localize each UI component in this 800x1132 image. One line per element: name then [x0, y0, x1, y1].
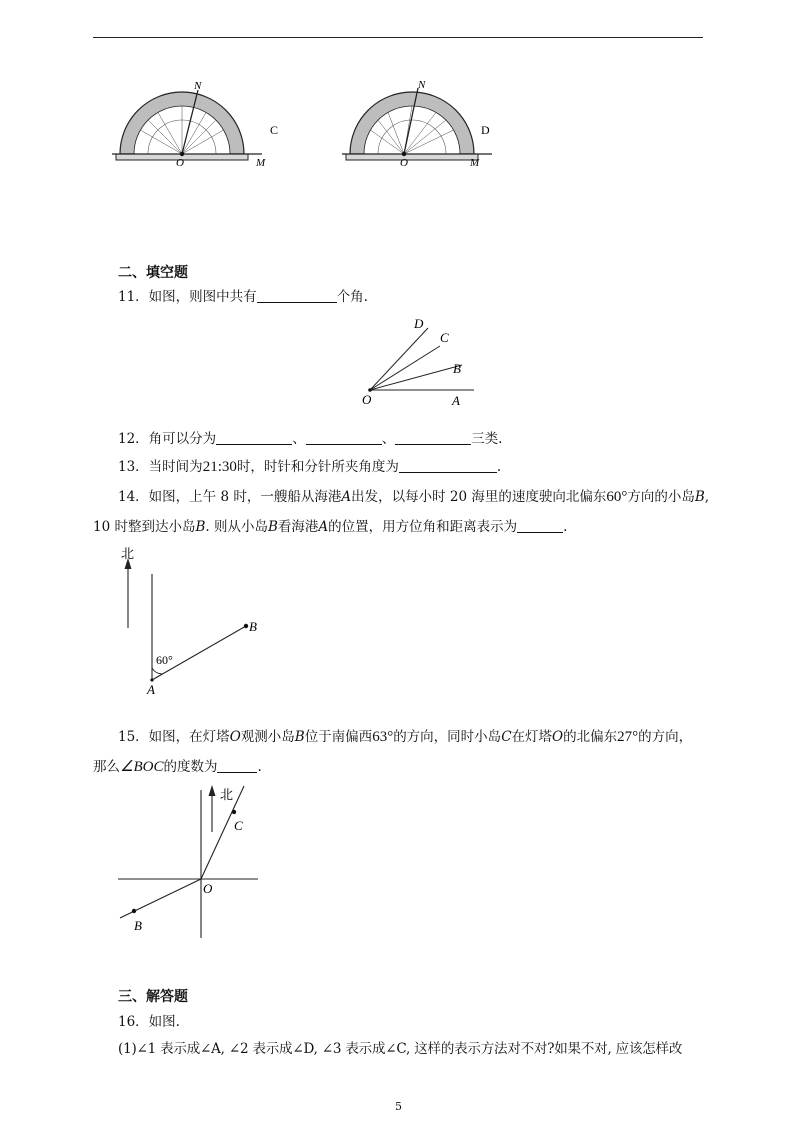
- q15-text-1a: 15．如图，在灯塔: [118, 729, 230, 745]
- q15-o-2: O: [552, 729, 564, 745]
- q13-middle: 时，时针和分针所夹角度为: [236, 459, 399, 475]
- protractor-2-n-label: N: [418, 79, 426, 91]
- protractor-2-o-label: O: [400, 157, 408, 169]
- q12-suffix: 三类.: [471, 431, 503, 447]
- protractor-1-side-label: C: [270, 123, 279, 137]
- section-title-answer: 三、解答题: [118, 989, 188, 1005]
- q12-answer-blank-3[interactable]: [395, 430, 471, 445]
- q11-prefix: 11．如图，则图中共有: [118, 289, 257, 305]
- page-number: 5: [395, 1100, 402, 1113]
- q15-c: C: [501, 729, 512, 745]
- q14-north-label: 北: [121, 546, 135, 561]
- question-14-line-2: [93, 518, 567, 536]
- question-15-line-1: [118, 728, 692, 746]
- q14-port-2: A: [318, 519, 329, 535]
- protractor-1-o-label: O: [176, 157, 184, 169]
- q13-time: 21:30: [202, 459, 237, 475]
- q14-island-2: B: [195, 519, 206, 535]
- q11-suffix: 个角.: [336, 289, 368, 305]
- protractor-1-m-label: M: [256, 157, 266, 169]
- q14-island: B: [694, 489, 705, 505]
- q15-label-c: C: [234, 818, 243, 833]
- q15-label-b: B: [134, 918, 142, 933]
- q11-label-o: O: [362, 392, 372, 407]
- q12-answer-blank-1[interactable]: [216, 430, 292, 445]
- protractor-2-side-label: D: [481, 123, 490, 137]
- q14-text-1d: ,: [704, 489, 710, 505]
- q14-text-1c: 方向的小岛: [627, 489, 695, 505]
- q13-prefix: 13．当时间为: [118, 459, 203, 475]
- q13-suffix: .: [496, 459, 502, 475]
- q14-text-2e: .: [563, 519, 568, 535]
- question-11: [118, 288, 368, 306]
- q15-angle-2: 27°: [617, 729, 639, 745]
- q13-answer-blank[interactable]: [399, 458, 497, 473]
- q15-text-1b: 观测小岛: [240, 729, 295, 745]
- q11-label-d: D: [414, 316, 424, 331]
- q15-b: B: [294, 729, 305, 745]
- q14-text-2b: . 则从小岛: [205, 519, 268, 535]
- q14-port: A: [341, 489, 352, 505]
- q15-north-label: 北: [220, 787, 234, 802]
- header-rule: [93, 37, 703, 38]
- q11-answer-blank[interactable]: [257, 288, 337, 303]
- section-title-fill-blank: 二、填空题: [118, 265, 188, 281]
- protractor-1-n-label: N: [194, 80, 202, 92]
- q15-angle-name: ∠BOC: [120, 759, 164, 775]
- q11-label-a: A: [452, 393, 460, 408]
- question-12: [118, 430, 502, 448]
- q15-figure: [112, 780, 272, 942]
- q15-text-1d: 的方向，同时小岛: [393, 729, 502, 745]
- q14-label-b: B: [249, 619, 257, 634]
- q11-label-b: B: [453, 361, 461, 376]
- q15-answer-blank[interactable]: [217, 758, 257, 773]
- q12-sep-2: 、: [381, 431, 396, 447]
- q15-text-2b: 的度数为: [163, 759, 218, 775]
- q14-text-2d: 的位置，用方位角和距离表示为: [328, 519, 518, 535]
- q14-text-1a: 14．如图，上午 8 时，一艘船从海港: [118, 489, 342, 505]
- q11-label-c: C: [440, 330, 449, 345]
- q14-text-2c: 看海港: [277, 519, 319, 535]
- q14-island-3: B: [268, 519, 278, 535]
- question-15-line-2: [93, 758, 262, 776]
- q12-sep-1: 、: [292, 431, 306, 447]
- q14-answer-blank[interactable]: [517, 518, 563, 533]
- q15-text-2a: 那么: [93, 759, 120, 775]
- protractor-2-m-label: M: [470, 157, 480, 169]
- q11-figure: [360, 314, 480, 410]
- q14-text-1b: 出发，以每小时 20 海里的速度驶向北偏东: [351, 489, 607, 505]
- q15-text-1c: 位于南偏西: [304, 729, 373, 745]
- q12-prefix: 12．角可以分为: [118, 431, 217, 447]
- q15-o: O: [229, 729, 241, 745]
- q15-text-2c: .: [257, 759, 262, 775]
- q15-angle-1: 63°: [372, 729, 394, 745]
- q15-text-1e: 在灯塔: [511, 729, 553, 745]
- q14-angle: 60°: [606, 489, 628, 505]
- q12-answer-blank-2[interactable]: [306, 430, 382, 445]
- q14-angle-label: 60°: [156, 653, 173, 667]
- q14-text-2a: 10 时整到达小岛: [93, 519, 196, 535]
- protractor-figure-1: [112, 74, 292, 169]
- q15-label-o: O: [203, 881, 213, 896]
- q15-text-1f: 的北偏东: [563, 729, 618, 745]
- q14-figure: [110, 542, 270, 696]
- question-13: [118, 458, 501, 476]
- question-16-line-2: (1)∠1 表示成∠A, ∠2 表示成∠D, ∠3 表示成∠C, 这样的表示方法对不对?如果不对, 应该怎样改: [118, 1041, 683, 1057]
- question-14-line-1: [118, 488, 709, 506]
- question-16-line-1: 16．如图.: [118, 1014, 180, 1030]
- q14-label-a: A: [147, 682, 155, 696]
- q15-text-1g: 的方向，: [638, 729, 693, 745]
- protractor-figure-2: [342, 74, 522, 169]
